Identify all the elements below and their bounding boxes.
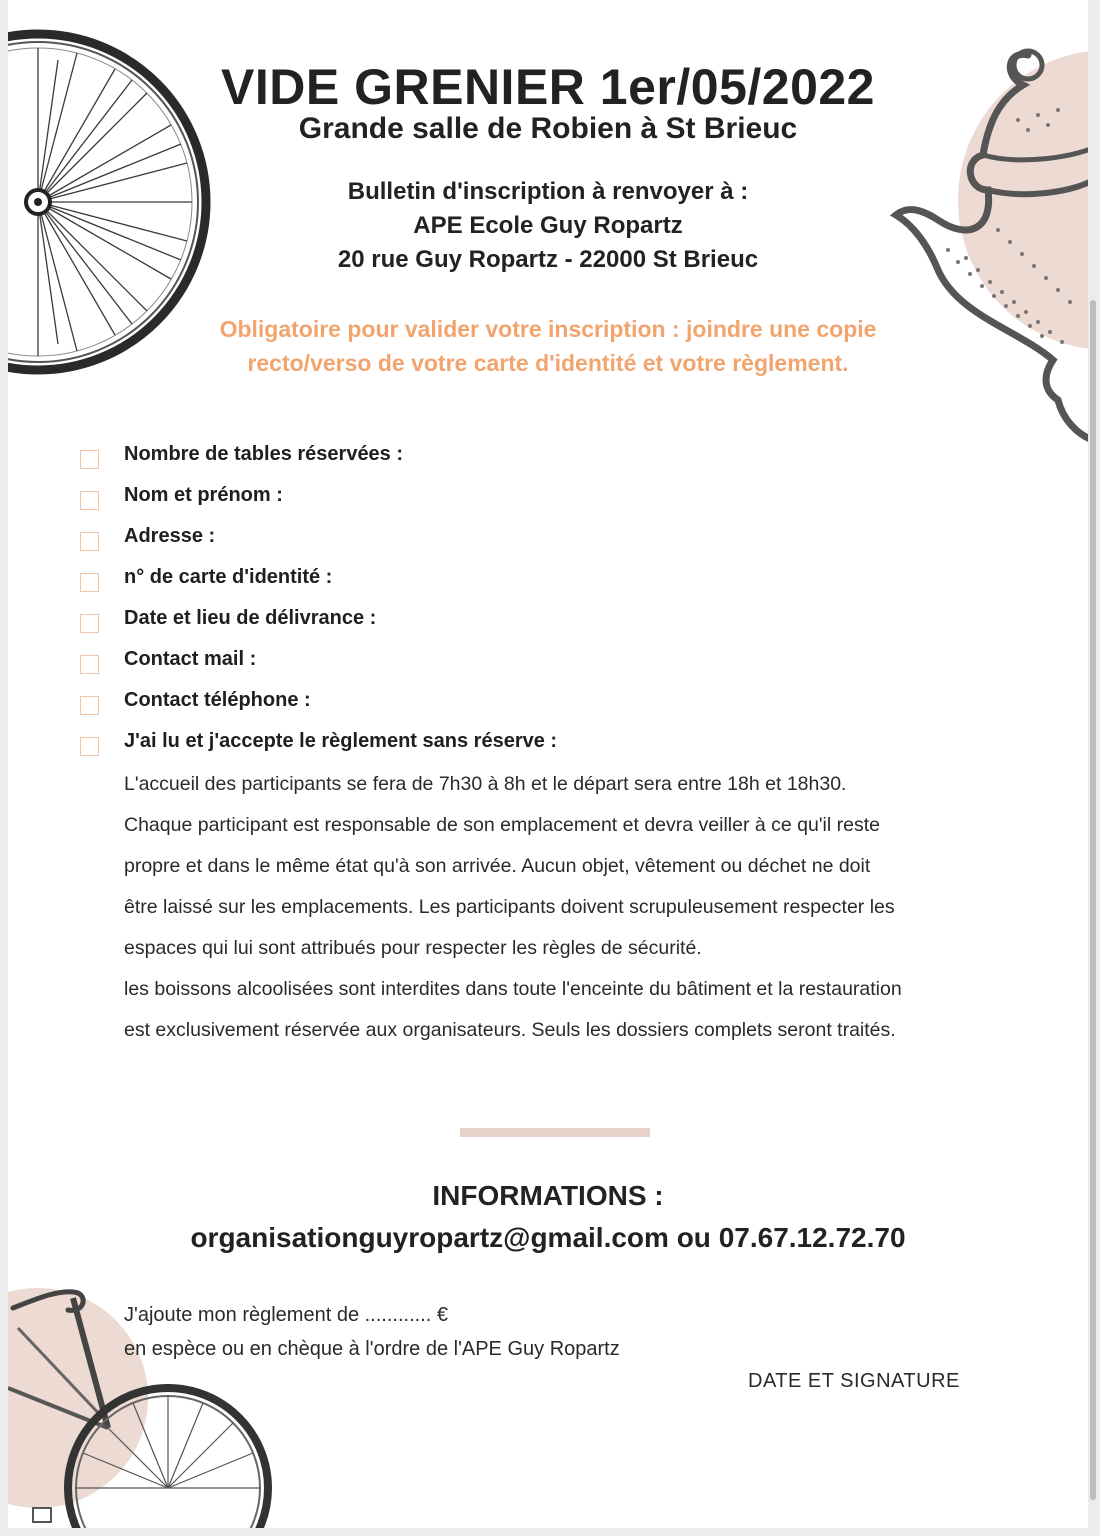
payment-section: [124, 1298, 620, 1366]
page-title: VIDE GRENIER 1er/05/2022: [221, 59, 875, 115]
section-divider: [460, 1128, 650, 1137]
document-page: [8, 0, 1088, 1528]
checkbox[interactable]: [80, 696, 99, 715]
rules-line: Chaque participant est responsable de son emplacement et devra veiller à ce qu'il reste: [124, 814, 880, 836]
field-label: Contact téléphone :: [124, 689, 311, 711]
checkbox[interactable]: [80, 532, 99, 551]
info-heading: INFORMATIONS :: [432, 1180, 664, 1211]
payment-line: en espèce ou en chèque à l'ordre de l'APE Guy Ropartz: [124, 1338, 620, 1360]
rules-line: être laissé sur les emplacements. Les participants doivent scrupuleusement respecter les: [124, 896, 895, 918]
checkbox[interactable]: [80, 450, 99, 469]
field-label: Adresse :: [124, 525, 216, 547]
rules-line: les boissons alcoolisées sont interdites dans toute l'enceinte du bâtiment et la restauration: [124, 978, 902, 1000]
checkbox[interactable]: [80, 614, 99, 633]
payment-line: J'ajoute mon règlement de ............ €: [124, 1304, 448, 1326]
signature-label: DATE ET SIGNATURE: [748, 1370, 960, 1392]
rules-text: [124, 764, 1004, 1051]
event-location: Grande salle de Robien à St Brieuc: [298, 112, 798, 145]
rules-line: espaces qui lui sont attribués pour respecter les règles de sécurité.: [124, 937, 702, 959]
address-line: Bulletin d'inscription à renvoyer à :: [347, 178, 749, 205]
address-line: 20 rue Guy Ropartz - 22000 St Brieuc: [337, 246, 759, 273]
notice-line: Obligatoire pour valider votre inscription : joindre une copie: [219, 316, 877, 342]
checkbox[interactable]: [80, 573, 99, 592]
field-label: Nom et prénom :: [124, 484, 283, 506]
checkbox[interactable]: [80, 737, 99, 756]
field-label: Nombre de tables réservées :: [124, 443, 404, 465]
field-label: J'ai lu et j'accepte le règlement sans réserve :: [124, 730, 558, 752]
field-label: Date et lieu de délivrance :: [124, 607, 377, 629]
checkbox[interactable]: [80, 655, 99, 674]
mailing-address: [8, 175, 1088, 277]
contact-info: organisationguyropartz@gmail.com ou 07.67.12.72.70: [190, 1222, 906, 1253]
checkbox[interactable]: [80, 491, 99, 510]
notice-line: recto/verso de votre carte d'identité et votre règlement.: [247, 350, 849, 376]
scrollbar[interactable]: [1090, 300, 1096, 1500]
mandatory-notice: [168, 312, 928, 380]
field-label: n° de carte d'identité :: [124, 566, 333, 588]
rules-line: propre et dans le même état qu'à son arrivée. Aucun objet, vêtement ou déchet ne doit: [124, 855, 871, 877]
field-label: Contact mail :: [124, 648, 257, 670]
rules-line: est exclusivement réservée aux organisateurs. Seuls les dossiers complets seront traités.: [124, 1019, 896, 1041]
address-line: APE Ecole Guy Ropartz: [413, 212, 683, 239]
rules-line: L'accueil des participants se fera de 7h30 à 8h et le départ sera entre 18h et 18h30.: [124, 773, 847, 795]
